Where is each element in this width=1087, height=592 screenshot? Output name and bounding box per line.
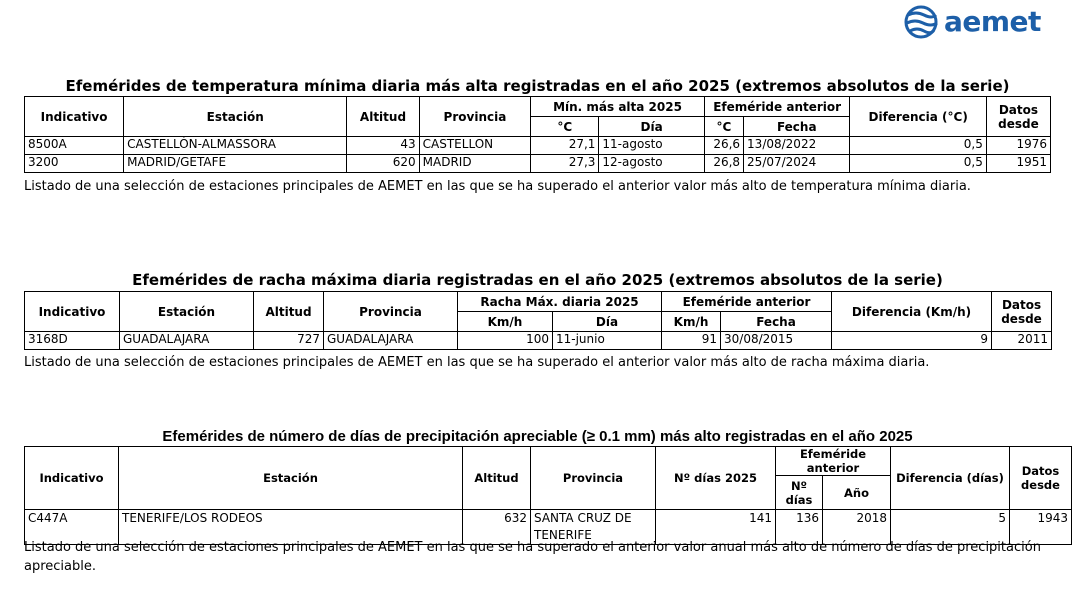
header-altitud: Altitud [463,447,531,510]
cell-fecha-anterior: 13/08/2022 [744,137,850,155]
section3-title: Efemérides de número de días de precipitación apreciable (≥ 0.1 mm) más alto registradas en el año 2025 [162,428,913,445]
cell-estacion: TENERIFE/LOS RODEOS [119,510,463,545]
cell-provincia: MADRID [419,155,531,173]
cell-desde: 1976 [986,137,1050,155]
header-estacion: Estación [124,97,347,137]
cell-provincia: CASTELLON [419,137,531,155]
cell-fecha-anterior: 25/07/2024 [744,155,850,173]
section1-title: Efemérides de temperatura mínima diaria más alta registradas en el año 2025 (extremos absolutos de la serie) [65,77,1010,95]
header-previous-value: Nº días [776,476,823,510]
header-current-date: Día [599,117,704,137]
min-temp-table [24,96,1051,173]
header-previous-value: Km/h [662,312,721,332]
cell-valor-anterior: 26,8 [704,155,743,173]
table-row [25,332,1052,350]
header-indicativo: Indicativo [25,292,120,332]
cell-valor-anterior: 26,6 [704,137,743,155]
logo-text: aemet [944,5,1041,38]
cell-estacion: CASTELLÓN-ALMASSORA [124,137,347,155]
aemet-globe-icon [902,5,940,39]
header-diferencia: Diferencia (Km/h) [832,292,992,332]
table-row [25,155,1051,173]
header-estacion: Estación [120,292,254,332]
header-previous-date: Fecha [721,312,832,332]
cell-provincia: GUADALAJARA [324,332,458,350]
cell-indicativo: 3200 [25,155,124,173]
header-provincia: Provincia [531,447,656,510]
cell-altitud: 632 [463,510,531,545]
header-indicativo: Indicativo [25,97,124,137]
cell-indicativo: 8500A [25,137,124,155]
header-datos-desde: Datos desde [986,97,1050,137]
cell-valor-anterior: 91 [662,332,721,350]
cell-indicativo: 3168D [25,332,120,350]
section3-note: Listado de una selección de estaciones principales de AEMET en las que se ha superado el anterior valor anual más alto de número de días de precipitación apreciable. [24,540,1041,574]
cell-desde: 1951 [986,155,1050,173]
header-altitud: Altitud [254,292,324,332]
cell-valor: 100 [458,332,553,350]
header-group-previous: Efeméride anterior [662,292,832,312]
cell-desde: 2011 [992,332,1052,350]
cell-anio-anterior: 2018 [823,510,891,545]
header-group-previous: Efeméride anterior [776,447,891,476]
header-group-current: Mín. más alta 2025 [531,97,705,117]
header-dias-2025: Nº días 2025 [656,447,776,510]
cell-provincia: SANTA CRUZ DE TENERIFE [531,510,656,545]
header-previous-value: °C [704,117,743,137]
header-group-previous: Efeméride anterior [704,97,850,117]
header-datos-desde: Datos desde [992,292,1052,332]
cell-dias: 141 [656,510,776,545]
header-provincia: Provincia [324,292,458,332]
cell-altitud: 43 [347,137,419,155]
header-provincia: Provincia [419,97,531,137]
cell-indicativo: C447A [25,510,119,545]
cell-valor: 27,3 [531,155,599,173]
cell-altitud: 727 [254,332,324,350]
header-altitud: Altitud [347,97,419,137]
cell-valor: 27,1 [531,137,599,155]
cell-altitud: 620 [347,155,419,173]
cell-dias-anterior: 136 [776,510,823,545]
cell-diferencia: 5 [891,510,1010,545]
header-current-date: Día [553,312,662,332]
section1-note: Listado de una selección de estaciones principales de AEMET en las que se ha superado el anterior valor más alto de temperatura mínima diaria. [24,179,971,194]
wind-gust-table [24,291,1052,350]
cell-desde: 1943 [1010,510,1072,545]
header-estacion: Estación [119,447,463,510]
cell-dia: 11-agosto [599,137,704,155]
header-previous-date: Fecha [744,117,850,137]
cell-diferencia: 0,5 [850,137,986,155]
cell-dia: 12-agosto [599,155,704,173]
header-datos-desde: Datos desde [1010,447,1072,510]
header-group-current: Racha Máx. diaria 2025 [458,292,662,312]
cell-diferencia: 9 [832,332,992,350]
header-current-value: Km/h [458,312,553,332]
table-row [25,137,1051,155]
header-indicativo: Indicativo [25,447,119,510]
header-current-value: °C [531,117,599,137]
cell-estacion: GUADALAJARA [120,332,254,350]
cell-dia: 11-junio [553,332,662,350]
header-diferencia: Diferencia (días) [891,447,1010,510]
section2-title: Efemérides de racha máxima diaria registradas en el año 2025 (extremos absolutos de la serie) [132,271,943,289]
aemet-logo [902,4,1054,40]
cell-estacion: MADRID/GETAFE [124,155,347,173]
header-previous-year: Año [823,476,891,510]
header-diferencia: Diferencia (°C) [850,97,986,137]
cell-diferencia: 0,5 [850,155,986,173]
precip-days-table [24,446,1072,545]
section2-note: Listado de una selección de estaciones principales de AEMET en las que se ha superado el anterior valor más alto de racha máxima diaria. [24,355,930,370]
cell-fecha-anterior: 30/08/2015 [721,332,832,350]
